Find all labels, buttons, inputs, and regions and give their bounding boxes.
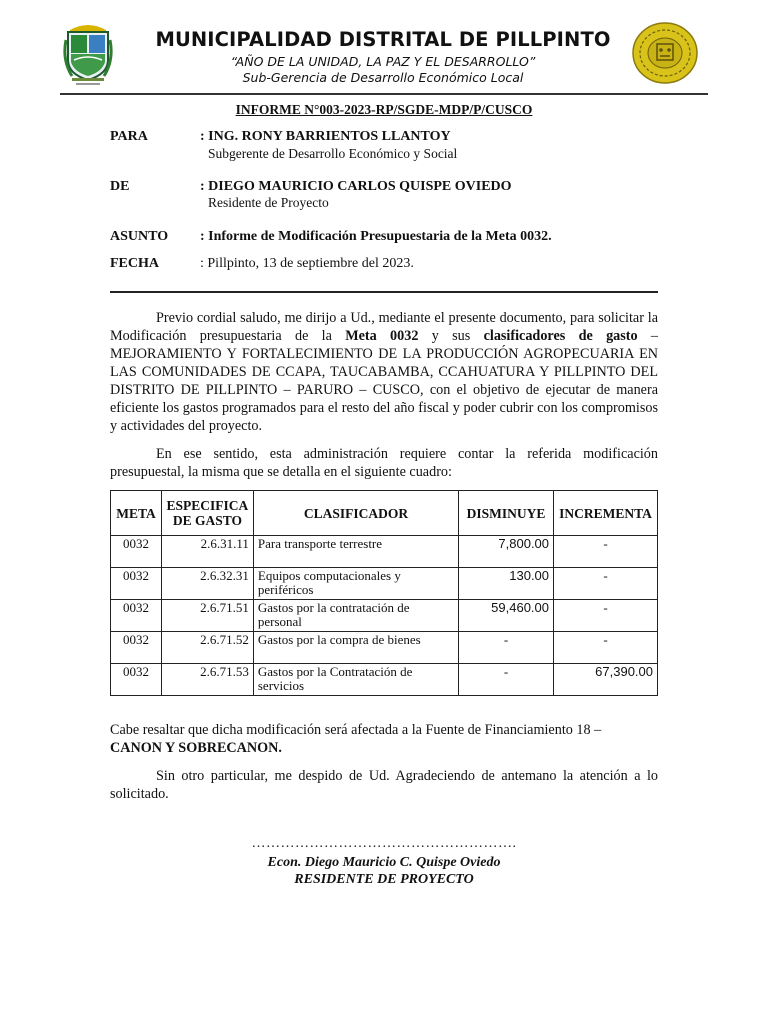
inca-sun-seal-icon bbox=[632, 22, 698, 84]
table-row bbox=[111, 664, 658, 696]
para-value: : ING. RONY BARRIENTOS LLANTOY bbox=[200, 129, 451, 144]
fecha-label: FECHA bbox=[110, 256, 159, 271]
para-subtitle: Subgerente de Desarrollo Económico y Social bbox=[208, 146, 458, 161]
table-row bbox=[111, 568, 658, 600]
cell-incrementa: - bbox=[554, 536, 658, 568]
municipal-coat-of-arms-icon bbox=[62, 20, 114, 88]
table-row bbox=[111, 632, 658, 664]
signatory-role: RESIDENTE DE PROYECTO bbox=[294, 872, 474, 887]
budget-modification-table bbox=[110, 490, 658, 696]
cell-incrementa: - bbox=[554, 568, 658, 600]
cell-clasificador: Equipos computacionales y periféricos bbox=[253, 568, 458, 600]
intro-text-a: Previo cordial saludo, me dirijo a Ud., mediante el presente documento, para solicitar la Modificación presupuestaria de la bbox=[110, 310, 658, 344]
cell-meta: 0032 bbox=[111, 664, 162, 696]
col-header-meta: META bbox=[111, 491, 162, 536]
cell-especifica: 2.6.71.52 bbox=[161, 632, 253, 664]
cell-disminuye: - bbox=[459, 664, 554, 696]
cell-incrementa: - bbox=[554, 632, 658, 664]
de-subtitle: Residente de Proyecto bbox=[208, 195, 329, 210]
cell-meta: 0032 bbox=[111, 632, 162, 664]
col-header-incrementa: INCREMENTA bbox=[554, 491, 658, 536]
col-header-especifica: ESPECIFICA DE GASTO bbox=[161, 491, 253, 536]
cell-especifica: 2.6.71.53 bbox=[161, 664, 253, 696]
year-motto: “AÑO DE LA UNIDAD, LA PAZ Y EL DESARROLLO” bbox=[230, 54, 536, 69]
municipality-title: MUNICIPALIDAD DISTRITAL DE PILLPINTO bbox=[155, 28, 611, 51]
cell-clasificador: Para transporte terrestre bbox=[253, 536, 458, 568]
clasificadores-highlight: clasificadores de gasto bbox=[483, 328, 638, 344]
cell-disminuye: 130.00 bbox=[459, 568, 554, 600]
col-header-disminuye: DISMINUYE bbox=[459, 491, 554, 536]
cell-especifica: 2.6.71.51 bbox=[161, 600, 253, 632]
cell-clasificador: Gastos por la compra de bienes bbox=[253, 632, 458, 664]
funding-source-highlight: CANON Y SOBRECANON. bbox=[110, 740, 282, 756]
cell-incrementa: - bbox=[554, 600, 658, 632]
intro-paragraph bbox=[110, 309, 658, 435]
cell-meta: 0032 bbox=[111, 568, 162, 600]
cell-incrementa: 67,390.00 bbox=[554, 664, 658, 696]
signature-line: ………………………………………………. bbox=[251, 836, 517, 851]
intro-text-b: y sus bbox=[418, 328, 484, 344]
cell-meta: 0032 bbox=[111, 536, 162, 568]
funding-paragraph bbox=[110, 721, 658, 757]
cell-clasificador: Gastos por la contratación de personal bbox=[253, 600, 458, 632]
cell-disminuye: - bbox=[459, 632, 554, 664]
table-header-row bbox=[111, 491, 658, 536]
report-number: INFORME N°003-2023-RP/SGDE-MDP/P/CUSCO bbox=[235, 102, 533, 117]
cell-especifica: 2.6.32.31 bbox=[161, 568, 253, 600]
cell-disminuye: 7,800.00 bbox=[459, 536, 554, 568]
de-value: : DIEGO MAURICIO CARLOS QUISPE OVIEDO bbox=[200, 179, 512, 194]
cell-meta: 0032 bbox=[111, 600, 162, 632]
funding-text: Cabe resaltar que dicha modificación será afectada a la Fuente de Financiamiento 18 – bbox=[110, 722, 602, 738]
signatory-name: Econ. Diego Mauricio C. Quispe Oviedo bbox=[267, 855, 501, 870]
detail-paragraph: En ese sentido, esta administración requiere contar la referida modificación presupuestal, la misma que se detalla en el siguiente cuadro: bbox=[110, 446, 658, 480]
de-label: DE bbox=[110, 179, 130, 194]
asunto-value: : Informe de Modificación Presupuestaria de la Meta 0032. bbox=[200, 229, 552, 244]
body-divider bbox=[110, 291, 658, 293]
header-divider bbox=[60, 93, 708, 95]
asunto-label: ASUNTO bbox=[110, 229, 169, 244]
cell-especifica: 2.6.31.11 bbox=[161, 536, 253, 568]
table-row bbox=[111, 600, 658, 632]
cell-disminuye: 59,460.00 bbox=[459, 600, 554, 632]
closing-paragraph: Sin otro particular, me despido de Ud. Agradeciendo de antemano la atención a lo solicitado. bbox=[110, 768, 658, 802]
cell-clasificador: Gastos por la Contratación de servicios bbox=[253, 664, 458, 696]
table-row bbox=[111, 536, 658, 568]
fecha-value: : Pillpinto, 13 de septiembre del 2023. bbox=[200, 256, 414, 271]
para-label: PARA bbox=[110, 129, 148, 144]
col-header-clasificador: CLASIFICADOR bbox=[253, 491, 458, 536]
department-subtitle: Sub-Gerencia de Desarrollo Económico Local bbox=[242, 70, 524, 85]
meta-highlight: Meta 0032 bbox=[345, 328, 419, 344]
intro-text-c: – MEJORAMIENTO Y FORTALECIMIENTO DE LA PRODUCCIÓN AGROPECUARIA EN LAS COMUNIDADES DE CCAPA, TAUCABAMBA, CCAHUATURA Y PILLPINTO DEL DISTRITO DE PILLPINTO – PARURO – CUSCO, con el objetivo de ejecutar de manera eficiente los gastos programados para el resto del año fiscal y poder cubrir con los compromisos y actividades del proyecto. bbox=[110, 328, 659, 434]
